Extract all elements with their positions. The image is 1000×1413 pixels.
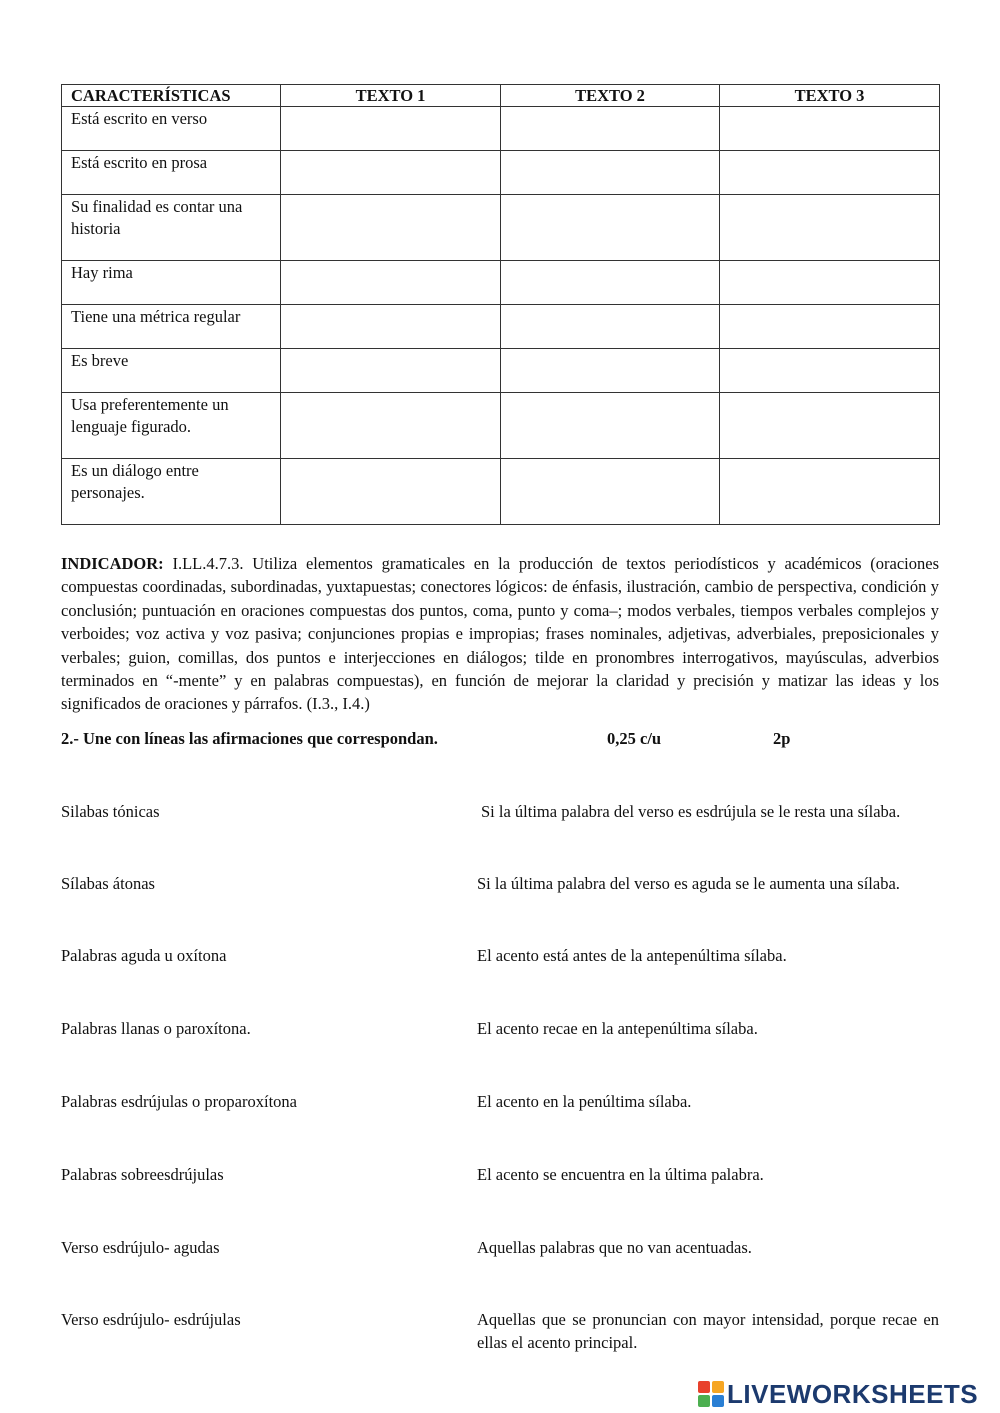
answer-cell-texto-1[interactable]: [281, 349, 501, 393]
row-label: Está escrito en prosa: [62, 151, 281, 195]
indicator-label: INDICADOR:: [61, 554, 164, 573]
answer-cell-texto-3[interactable]: [720, 459, 940, 525]
match-right-item[interactable]: El acento en la penúltima sílaba.: [477, 1092, 692, 1111]
match-left-item[interactable]: Sílabas átonas: [61, 874, 155, 893]
answer-cell-texto-3[interactable]: [720, 195, 940, 261]
characteristics-table: [61, 84, 940, 525]
match-right-item[interactable]: Aquellas que se pronuncian con mayor intensidad, porque recae en ellas el acento principal.: [477, 1310, 939, 1352]
question-title: 2.- Une con líneas las afirmaciones que correspondan.: [61, 729, 438, 748]
answer-cell-texto-2[interactable]: [501, 393, 720, 459]
answer-cell-texto-2[interactable]: [501, 107, 720, 151]
match-left-item[interactable]: Silabas tónicas: [61, 802, 160, 821]
table-row: [62, 393, 940, 459]
indicator-text: I.LL.4.7.3. Utiliza elementos gramaticales en la producción de textos periodísticos y académicos (oraciones compuestas coordinadas, subordinadas, yuxtapuestas; conectores lógicos: de énfasis, ilustración, cambio de perspectiva, condición y conclusión; puntuación en oraciones compuestas dos puntos, coma, punto y coma–; modos verbales, tiempos verbales complejos y verboides; voz activa y voz pasiva; conjunciones propias e impropias; frases nominales, adjetivas, adverbiales, preposicionales y verbales; guion, comillas, dos puntos e interjecciones en diálogos; tilde en pronombres interrogativos, mayúsculas, adverbios terminados en “-mente” y en palabras compuestas), en función de mejorar la claridad y precisión y matizar las ideas y los significados de oraciones y párrafos. (I.3., I.4.): [61, 554, 940, 714]
table-row: [62, 459, 940, 525]
answer-cell-texto-2[interactable]: [501, 195, 720, 261]
logo-square-icon: [698, 1395, 710, 1407]
match-right-item[interactable]: Si la última palabra del verso es esdrújula se le resta una sílaba.: [481, 802, 901, 821]
table-row: [62, 349, 940, 393]
row-label: Es breve: [62, 349, 281, 393]
answer-cell-texto-1[interactable]: [281, 305, 501, 349]
liveworksheets-logo: [698, 1378, 978, 1410]
match-left-item[interactable]: Palabras llanas o paroxítona.: [61, 1019, 251, 1038]
liveworksheets-mark-icon: [698, 1381, 724, 1407]
answer-cell-texto-2[interactable]: [501, 349, 720, 393]
row-label: Es un diálogo entre personajes.: [62, 459, 281, 525]
match-left-item[interactable]: Verso esdrújulo- agudas: [61, 1238, 220, 1257]
answer-cell-texto-2[interactable]: [501, 151, 720, 195]
table-header-row: [62, 85, 940, 107]
answer-cell-texto-1[interactable]: [281, 459, 501, 525]
header-caracteristicas: CARACTERÍSTICAS: [62, 85, 281, 107]
match-right-item[interactable]: Si la última palabra del verso es aguda se le aumenta una sílaba.: [477, 874, 900, 893]
answer-cell-texto-1[interactable]: [281, 393, 501, 459]
header-texto-2: TEXTO 2: [501, 85, 720, 107]
answer-cell-texto-1[interactable]: [281, 151, 501, 195]
header-texto-3: TEXTO 3: [720, 85, 940, 107]
answer-cell-texto-3[interactable]: [720, 393, 940, 459]
answer-cell-texto-2[interactable]: [501, 459, 720, 525]
answer-cell-texto-3[interactable]: [720, 305, 940, 349]
table-row: [62, 151, 940, 195]
logo-square-icon: [712, 1395, 724, 1407]
question-value: 0,25 c/u: [607, 729, 662, 748]
table-row: [62, 107, 940, 151]
logo-text: LIVEWORKSHEETS: [727, 1378, 979, 1409]
answer-cell-texto-3[interactable]: [720, 261, 940, 305]
match-right-item[interactable]: Aquellas palabras que no van acentuadas.: [477, 1238, 752, 1257]
question-points: 2p: [773, 729, 791, 748]
answer-cell-texto-1[interactable]: [281, 261, 501, 305]
row-label: Tiene una métrica regular: [62, 305, 281, 349]
match-right-item[interactable]: El acento se encuentra en la última palabra.: [477, 1165, 764, 1184]
answer-cell-texto-2[interactable]: [501, 261, 720, 305]
answer-cell-texto-2[interactable]: [501, 305, 720, 349]
match-left-item[interactable]: Palabras sobreesdrújulas: [61, 1165, 224, 1184]
match-right-item[interactable]: El acento está antes de la antepenúltima sílaba.: [477, 946, 787, 965]
answer-cell-texto-1[interactable]: [281, 195, 501, 261]
match-left-item[interactable]: Palabras esdrújulas o proparoxítona: [61, 1092, 297, 1111]
header-texto-1: TEXTO 1: [281, 85, 501, 107]
match-left-item[interactable]: Verso esdrújulo- esdrújulas: [61, 1310, 241, 1329]
row-label: Su finalidad es contar una historia: [62, 195, 281, 261]
table-row: [62, 305, 940, 349]
table-row: [62, 195, 940, 261]
answer-cell-texto-3[interactable]: [720, 349, 940, 393]
row-label: Usa preferentemente un lenguaje figurado.: [62, 393, 281, 459]
row-label: Hay rima: [62, 261, 281, 305]
answer-cell-texto-3[interactable]: [720, 151, 940, 195]
match-right-item[interactable]: El acento recae en la antepenúltima sílaba.: [477, 1019, 758, 1038]
row-label: Está escrito en verso: [62, 107, 281, 151]
table-row: [62, 261, 940, 305]
indicator-paragraph: [61, 552, 939, 716]
match-left-item[interactable]: Palabras aguda u oxítona: [61, 946, 227, 965]
answer-cell-texto-1[interactable]: [281, 107, 501, 151]
logo-square-icon: [698, 1381, 710, 1393]
logo-square-icon: [712, 1381, 724, 1393]
answer-cell-texto-3[interactable]: [720, 107, 940, 151]
